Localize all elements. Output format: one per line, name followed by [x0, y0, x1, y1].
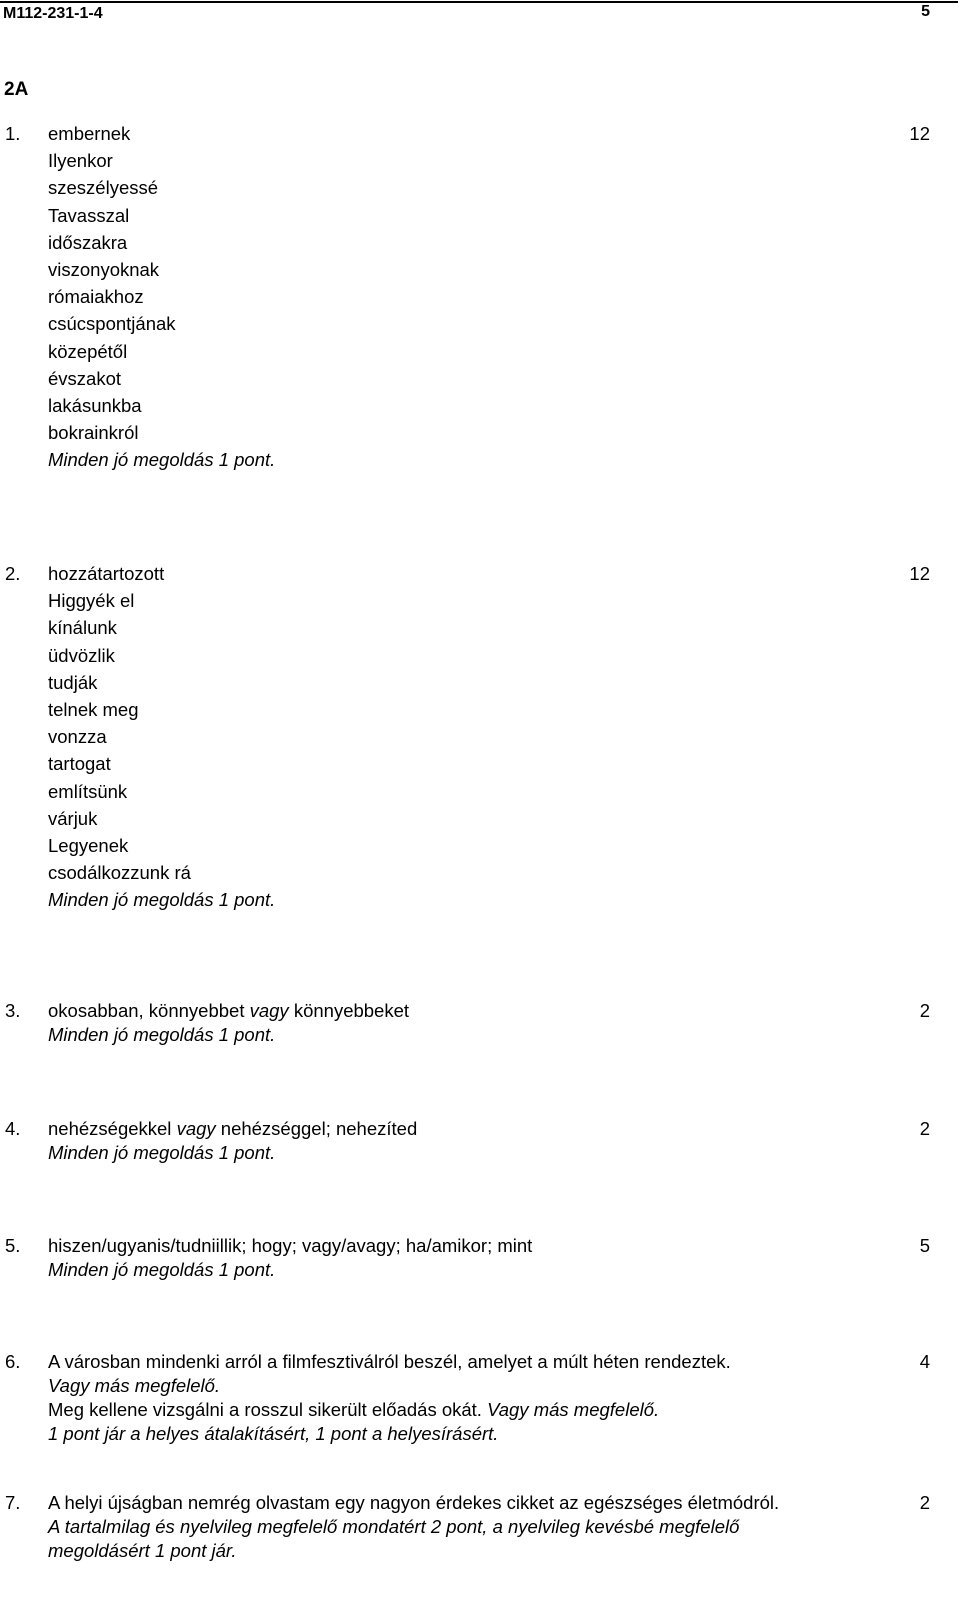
answer-part: okosabban, könnyebbet: [48, 1000, 250, 1021]
answer-word: várjuk: [48, 807, 98, 829]
answer-word: említsünk: [48, 780, 128, 802]
answer-word: telnek meg: [48, 698, 139, 720]
item-number: 2.: [5, 563, 21, 584]
answer-word: közepétől: [48, 340, 128, 362]
answer-word: viszonyoknak: [48, 258, 160, 280]
answer-word: tartogat: [48, 753, 111, 775]
answer-text: hiszen/ugyanis/tudniillik; hogy; vagy/avagy; ha/amikor; mint: [48, 1235, 533, 1256]
document-code: M112-231-1-4: [3, 5, 103, 22]
scoring-note: Minden jó megoldás 1 pont.: [48, 889, 276, 911]
answer-word: lakásunkba: [48, 394, 142, 416]
answer-part: nehézségekkel: [48, 1118, 177, 1139]
answer-word: üdvözlik: [48, 644, 115, 666]
scoring-note: Minden jó megoldás 1 pont.: [48, 1142, 276, 1163]
scoring-note: A tartalmilag és nyelvileg megfelelő mondatért 2 pont, a nyelvileg kevésbé megfelelő: [48, 1516, 740, 1537]
answer-word: Legyenek: [48, 834, 129, 856]
item-number: 1.: [5, 123, 21, 144]
item-points: 2: [919, 1000, 930, 1021]
alternative-note: Vagy más megfelelő.: [48, 1375, 221, 1396]
page-number: 5: [921, 3, 930, 20]
scoring-note: Minden jó megoldás 1 pont.: [48, 1259, 276, 1280]
item-points: 2: [919, 1118, 930, 1139]
item-points: 4: [919, 1351, 930, 1372]
answer-part: Meg kellene vizsgálni a rosszul sikerült előadás okát.: [48, 1399, 488, 1420]
header-rule: [0, 1, 958, 3]
answer-word: Ilyenkor: [48, 150, 113, 172]
item-number: 4.: [5, 1118, 21, 1139]
answer-part: könnyebbeket: [288, 1000, 410, 1021]
alternative-note: Vagy más megfelelő.: [487, 1399, 660, 1420]
connector-word: vagy: [176, 1118, 216, 1139]
answer-list: [48, 560, 883, 913]
answer-text: [48, 1117, 883, 1141]
answer-word: rómaiakhoz: [48, 286, 144, 308]
answer-word: Tavasszal: [48, 204, 130, 226]
item-number: 6.: [5, 1351, 21, 1372]
scoring-note: Minden jó megoldás 1 pont.: [48, 449, 276, 471]
scoring-note: Minden jó megoldás 1 pont.: [48, 1024, 276, 1045]
connector-word: vagy: [249, 1000, 289, 1021]
answer-lines: [48, 999, 883, 1047]
answer-text: A városban mindenki arról a filmfesztiválról beszél, amelyet a múlt héten rendeztek.: [48, 1351, 731, 1372]
answer-word: kínálunk: [48, 617, 117, 639]
scoring-note: megoldásért 1 pont jár.: [48, 1540, 237, 1561]
answer-lines: [48, 1234, 883, 1282]
answer-lines: [48, 1491, 883, 1563]
answer-word: hozzátartozott: [48, 563, 165, 584]
answer-text: [48, 999, 883, 1023]
answer-word: tudják: [48, 671, 98, 693]
answer-lines: [48, 1117, 883, 1165]
answer-word: Higgyék el: [48, 590, 135, 612]
answer-word: szeszélyessé: [48, 177, 159, 199]
item-points: 12: [909, 123, 930, 144]
answer-part: nehézséggel; nehezíted: [215, 1118, 418, 1139]
item-number: 3.: [5, 1000, 21, 1021]
item-points: 2: [919, 1492, 930, 1513]
answer-word: évszakot: [48, 367, 122, 389]
item-number: 7.: [5, 1492, 21, 1513]
answer-word: bokrainkról: [48, 422, 139, 444]
answer-word: embernek: [48, 123, 131, 144]
item-number: 5.: [5, 1235, 21, 1256]
answer-word: vonzza: [48, 726, 107, 748]
answer-list: [48, 120, 883, 473]
scoring-note: 1 pont jár a helyes átalakításért, 1 pont a helyesírásért.: [48, 1423, 499, 1444]
section-title: 2A: [4, 79, 29, 100]
answer-text: A helyi újságban nemrég olvastam egy nagyon érdekes cikket az egészséges életmódról.: [48, 1492, 780, 1513]
item-points: 5: [919, 1235, 930, 1256]
item-points: 12: [909, 563, 930, 584]
answer-lines: [48, 1350, 883, 1446]
answer-word: csúcspontjának: [48, 313, 176, 335]
answer-word: csodálkozzunk rá: [48, 862, 191, 884]
answer-text: [48, 1398, 883, 1422]
answer-word: időszakra: [48, 231, 128, 253]
